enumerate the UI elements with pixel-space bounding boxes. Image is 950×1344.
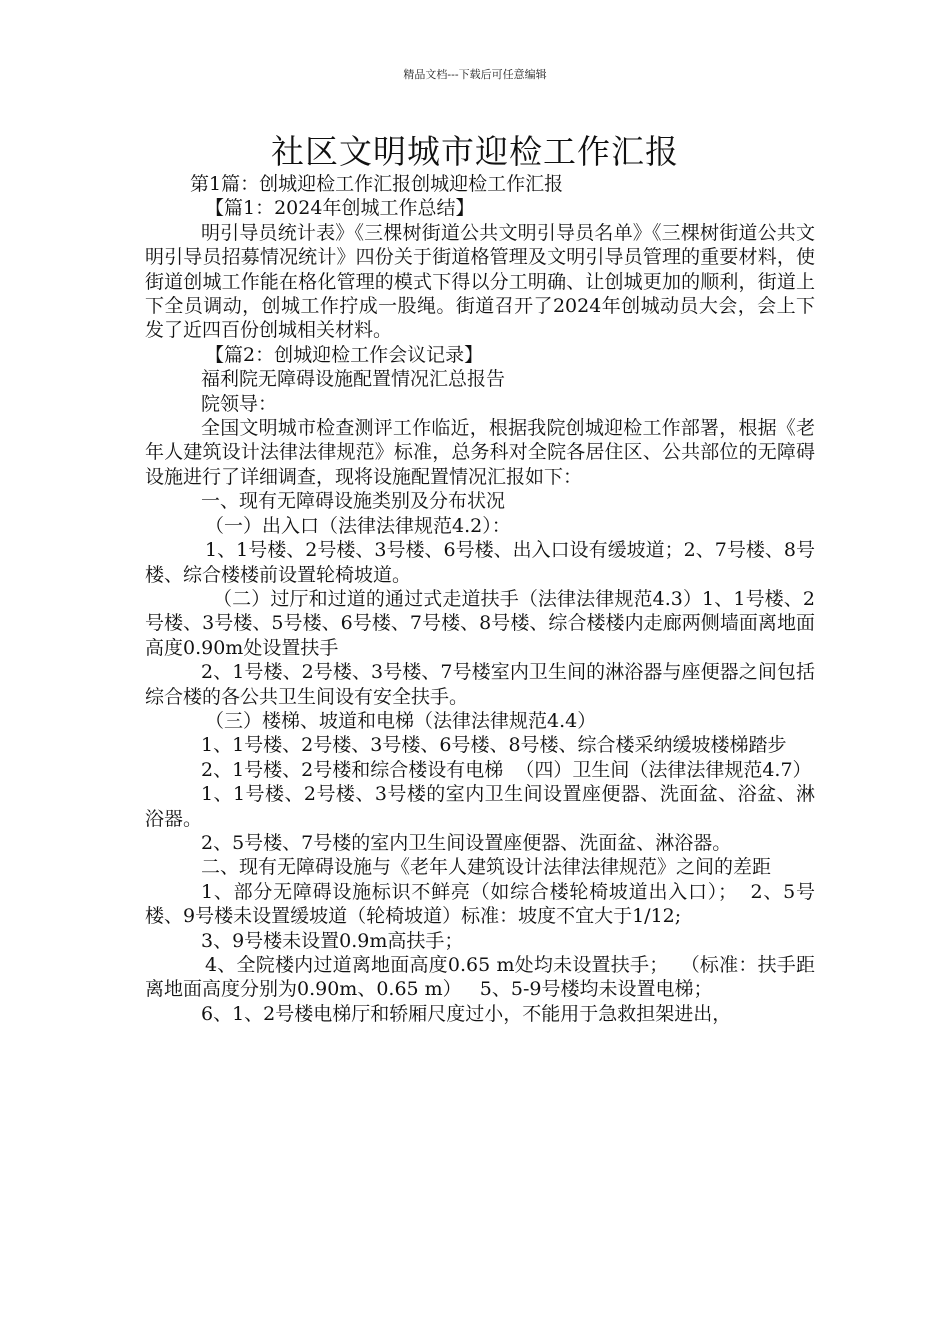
paragraph: 明引导员统计表》《三棵树街道公共文明引导员名单》《三棵树街道公共文明引导员招募情况统计》四份关于街道格管理及文明引导员管理的重要材料，使街道创城工作能在格化管理的模式下得以分工明确、让创城更加的顺利，街道上下全员调动，创城工作拧成一股绳。街道召开了2024年创城动员大会，会上下发了近四百份创城相关材料。 xyxy=(145,221,815,342)
document-body xyxy=(145,172,815,1026)
paragraph: 1、1号楼、2号楼、3号楼、6号楼、8号楼、综合楼采纳缓坡楼梯踏步 xyxy=(201,734,787,757)
paragraph: 2、1号楼、2号楼和综合楼设有电梯 （四）卫生间（法律法律规范4.7） xyxy=(201,758,812,781)
paragraph: 福利院无障碍设施配置情况汇总报告 xyxy=(201,368,506,391)
paragraph: 二、现有无障碍设施与《老年人建筑设计法律法律规范》之间的差距 xyxy=(201,856,772,879)
paragraph: 3、9号楼未设置0.9m高扶手； xyxy=(201,929,464,952)
document-title: 社区文明城市迎检工作汇报 xyxy=(271,132,679,171)
paragraph: 全国文明城市检查测评工作临近，根据我院创城迎检工作部署，根据《老年人建筑设计法律法律规范》标准，总务科对全院各居住区、公共部位的无障碍设施进行了详细调查，现将设施配置情况汇报如下： xyxy=(145,417,815,488)
paragraph: 4、全院楼内过道离地面高度0.65 m处均未设置扶手； （标准：扶手距离地面高度分别为0.90m、0.65 m） 5、5-9号楼均未设置电梯； xyxy=(145,954,815,1001)
page-header: 精品文档---下载后可任意编辑 xyxy=(403,68,547,81)
paragraph: 1、1号楼、2号楼、3号楼、6号楼、出入口设有缓坡道；2、7号楼、8号楼、综合楼楼前设置轮椅坡道。 xyxy=(145,539,815,586)
paragraph: 1、部分无障碍设施标识不鲜亮（如综合楼轮椅坡道出入口）； 2、5号楼、9号楼未设置缓坡道（轮椅坡道）标准：坡度不宜大于1/12; xyxy=(145,880,815,928)
paragraph: 【篇2：创城迎检工作会议记录】 xyxy=(205,343,484,366)
paragraph: 院领导： xyxy=(201,392,278,415)
paragraph: （一）出入口（法律法律规范4.2）： xyxy=(205,514,511,537)
paragraph: （三）楼梯、坡道和电梯（法律法律规范4.4） xyxy=(205,709,597,732)
paragraph: 【篇1：2024年创城工作总结】 xyxy=(205,197,475,220)
paragraph: 6、1、2号楼电梯厅和轿厢尺度过小，不能用于急救担架进出， xyxy=(201,1002,732,1025)
paragraph: 一、现有无障碍设施类别及分布状况 xyxy=(201,490,506,513)
paragraph: 第1篇：创城迎检工作汇报创城迎检工作汇报 xyxy=(190,173,564,195)
paragraph: 1、1号楼、2号楼、3号楼的室内卫生间设置座便器、洗面盆、浴盆、淋浴器。 xyxy=(145,783,815,830)
paragraph: 2、1号楼、2号楼、3号楼、7号楼室内卫生间的淋浴器与座便器之间包括综合楼的各公共卫生间设有安全扶手。 xyxy=(145,661,815,708)
paragraph: （二）过厅和过道的通过式走道扶手（法律法律规范4.3）1、1号楼、2号楼、3号楼、5号楼、6号楼、7号楼、8号楼、综合楼楼内走廊两侧墙面离地面高度0.90m处设置扶手 xyxy=(145,587,815,659)
paragraph: 2、5号楼、7号楼的室内卫生间设置座便器、洗面盆、淋浴器。 xyxy=(201,831,732,854)
